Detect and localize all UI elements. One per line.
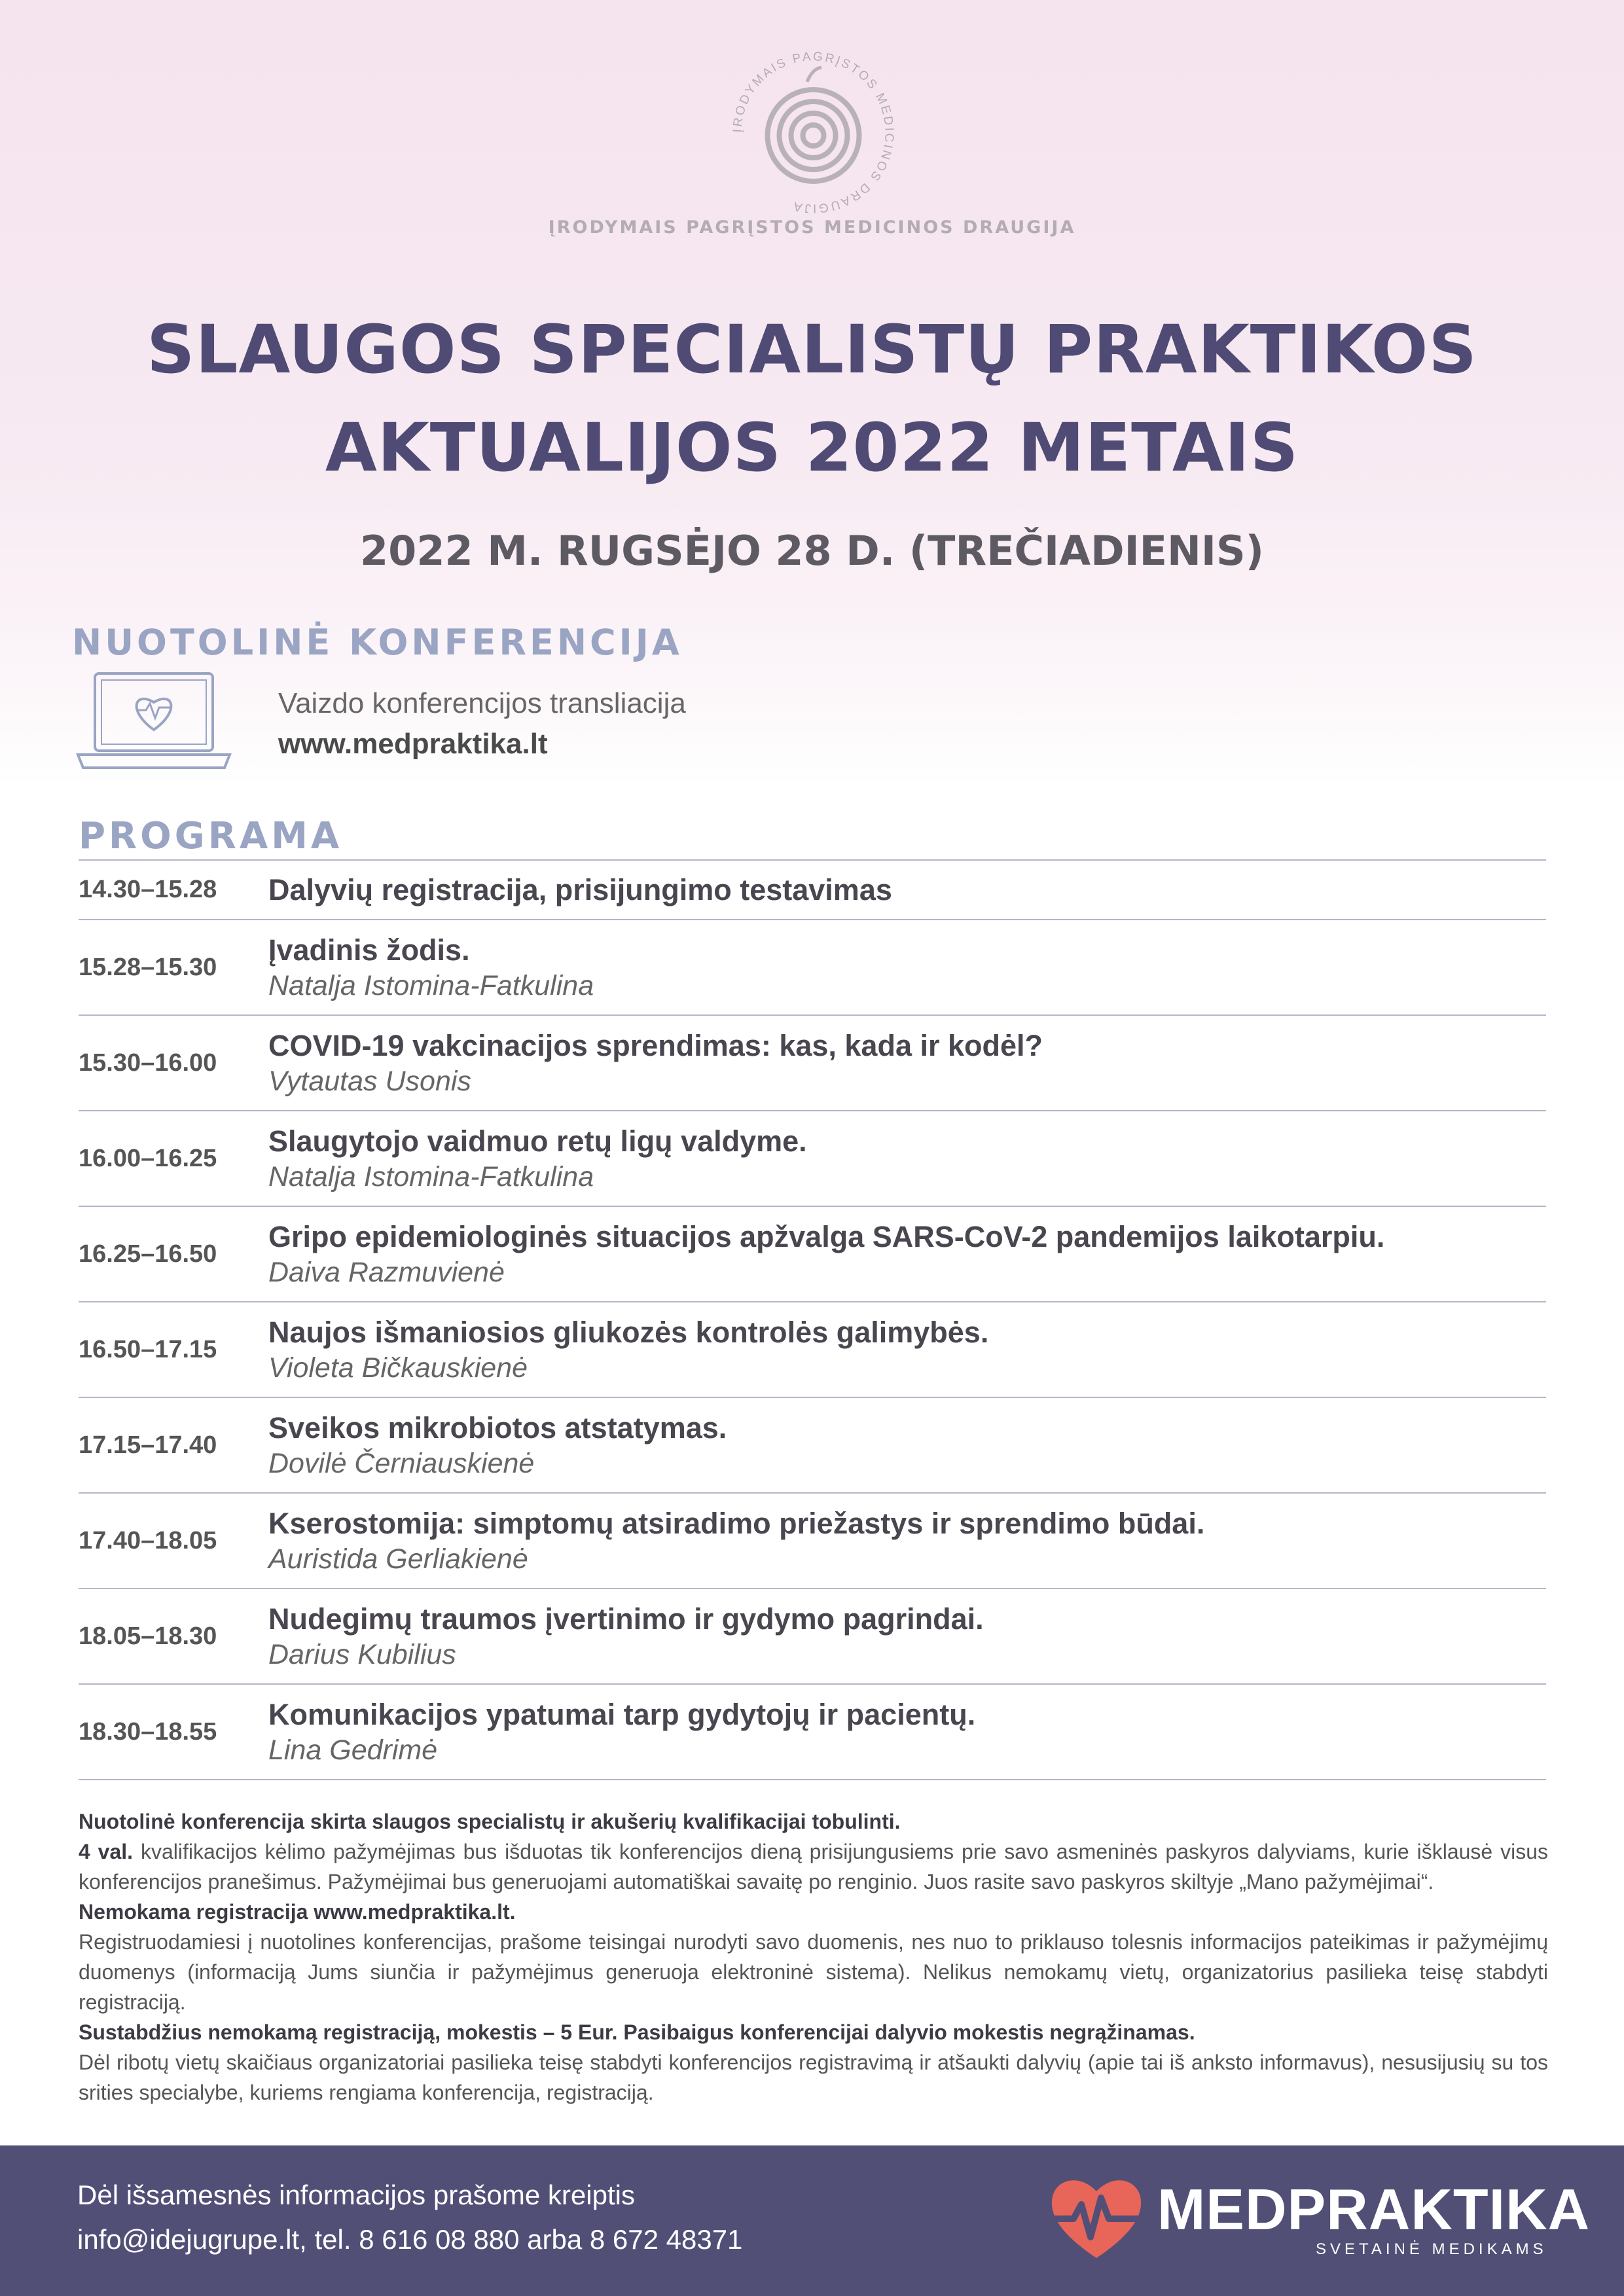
program-content — [268, 1219, 1546, 1289]
program-title: Naujos išmaniosios gliukozės kontrolės galimybės. — [268, 1316, 989, 1349]
program-title: Nudegimų traumos įvertinimo ir gydymo pagrindai. — [268, 1602, 984, 1636]
page-title-line-1: SLAUGOS SPECIALISTŲ PRAKTIKOS — [147, 311, 1477, 389]
program-time: 16.50–17.15 — [79, 1335, 217, 1363]
program-speaker: Dovilė Černiauskienė — [268, 1448, 535, 1479]
program-title: Komunikacijos ypatumai tarp gydytojų ir pacientų. — [268, 1698, 976, 1731]
program-title: Sveikos mikrobiotos atstatymas. — [268, 1411, 727, 1444]
program-row — [79, 1302, 1546, 1398]
program-row — [79, 1207, 1546, 1302]
program-time: 15.30–16.00 — [79, 1049, 217, 1077]
program-row — [79, 861, 1546, 920]
stream-url-link[interactable]: www.medpraktika.lt — [278, 728, 548, 760]
notes-purpose: Nuotolinė konferencija skirta slaugos specialistų ir akušerių kvalifikacijai tobulinti. — [79, 1810, 901, 1833]
program-content — [268, 1601, 1546, 1672]
program-time: 18.30–18.55 — [79, 1717, 217, 1746]
program-content — [268, 1505, 1546, 1576]
program-time: 16.00–16.25 — [79, 1144, 217, 1172]
heart-pulse-icon — [1047, 2172, 1146, 2263]
program-speaker: Natalja Istomina-Fatkulina — [268, 1161, 594, 1193]
program-content — [268, 872, 1546, 908]
notes-hours-bold: 4 val. — [79, 1840, 134, 1863]
program-content — [268, 1123, 1546, 1194]
notes-fee: Sustabdžius nemokamą registraciją, mokestis – 5 Eur. Pasibaigus konferencijai dalyvio mokestis negrąžinamas. — [79, 2020, 1195, 2044]
notes-hours — [79, 1837, 1548, 1897]
program-title: Dalyvių registracija, prisijungimo testavimas — [268, 872, 892, 906]
contact-line-2[interactable]: info@idejugrupe.lt, tel. 8 616 08 880 arba 8 672 48371 — [77, 2224, 743, 2255]
program-row — [79, 1685, 1546, 1780]
program-content — [268, 1696, 1546, 1767]
spiral-seal-icon — [730, 49, 897, 216]
program-row — [79, 1494, 1546, 1589]
notes-limit-text: Dėl ribotų vietų skaičiaus organizatoriai pasilieka teisę stabdyti konferencijos registravimą ir atšaukti dalyvių (apie tai iš anksto informavus), nesusijusių su tos srities specialybe, kuriems rengiama konferencija, registraciją. — [79, 2051, 1548, 2104]
page-title-line-2: AKTUALIJOS 2022 METAIS — [325, 409, 1299, 487]
program-time: 17.15–17.40 — [79, 1431, 217, 1459]
program-speaker: Violeta Bičkauskienė — [268, 1352, 528, 1384]
program-row — [79, 920, 1546, 1016]
program-content — [268, 932, 1546, 1003]
program-speaker: Natalja Istomina-Fatkulina — [268, 970, 594, 1001]
brand-tagline: SVETAINĖ MEDIKAMS — [1316, 2240, 1547, 2258]
laptop-heart-icon — [75, 671, 232, 772]
society-name: ĮRODYMAIS PAGRĮSTOS MEDICINOS DRAUGIJA — [548, 217, 1076, 238]
program-title: Kserostomija: simptomų atsiradimo priežastys ir sprendimo būdai. — [268, 1507, 1205, 1540]
brand-name: MEDPRAKTIKA — [1157, 2177, 1591, 2242]
program-speaker: Daiva Razmuvienė — [268, 1257, 505, 1288]
program-row — [79, 1111, 1546, 1207]
event-date: 2022 M. RUGSĖJO 28 D. (TREČIADIENIS) — [360, 527, 1264, 575]
conference-notes — [79, 1806, 1548, 2108]
program-time: 15.28–15.30 — [79, 953, 217, 981]
logo-ring-text: ĮRODYMAIS PAGRĮSTOS MEDICINOS DRAUGIJA — [731, 50, 896, 215]
program-time: 14.30–15.28 — [79, 876, 217, 903]
program-speaker: Lina Gedrimė — [268, 1734, 438, 1766]
program-content — [268, 1028, 1546, 1098]
program-content — [268, 1410, 1546, 1480]
program-list — [79, 859, 1546, 1780]
program-heading: PROGRAMA — [79, 815, 343, 857]
svg-text:ĮRODYMAIS PAGRĮSTOS MEDICINOS — [731, 50, 895, 215]
program-speaker: Darius Kubilius — [268, 1639, 456, 1670]
program-row — [79, 1589, 1546, 1685]
program-time: 16.25–16.50 — [79, 1240, 217, 1268]
program-title: Gripo epidemiologinės situacijos apžvalga SARS-CoV-2 pandemijos laikotarpiu. — [268, 1220, 1385, 1253]
program-title: COVID-19 vakcinacijos sprendimas: kas, kada ir kodėl? — [268, 1029, 1043, 1062]
program-time: 18.05–18.30 — [79, 1622, 217, 1650]
program-title: Slaugytojo vaidmuo retų ligų valdyme. — [268, 1124, 807, 1158]
notes-free-registration: Nemokama registracija www.medpraktika.lt. — [79, 1900, 516, 1924]
program-title: Įvadinis žodis. — [268, 933, 470, 967]
program-content — [268, 1314, 1546, 1385]
program-row — [79, 1398, 1546, 1494]
contact-line-1: Dėl išsamesnės informacijos prašome kreiptis — [77, 2179, 635, 2210]
notes-hours-text: kvalifikacijos kėlimo pažymėjimas bus išduotas tik konferencijos dieną prisijungusiems prie savo asmeninės paskyros dalyviams, kurie išklausė visus konferencijos pranešimus. Pažymėjimai bus generuojami automatiškai savaitę po renginio. Juos rasite savo paskyros skiltyje „Mano pažymėjimai“. — [79, 1840, 1549, 1893]
program-speaker: Auristida Gerliakienė — [268, 1543, 528, 1575]
society-logo — [730, 49, 897, 216]
online-conference-heading: NUOTOLINĖ KONFERENCIJA — [72, 622, 683, 663]
program-row — [79, 1016, 1546, 1111]
notes-registration-text: Registruodamiesi į nuotolines konferencijas, prašome teisingai nurodyti savo duomenis, nes nuo to priklauso tolesnis informacijos pateikimas ir pažymėjimų duomenys (informaciją Jums siunčia ir pažymėjimus generuoja elektroninė sistema). Nelikus nemokamų vietų, organizatorius pasilieka teisę stabdyti registraciją. — [79, 1930, 1548, 2014]
program-speaker: Vytautas Usonis — [268, 1066, 471, 1097]
stream-label: Vaizdo konferencijos transliacija — [278, 687, 686, 719]
program-time: 17.40–18.05 — [79, 1526, 217, 1554]
